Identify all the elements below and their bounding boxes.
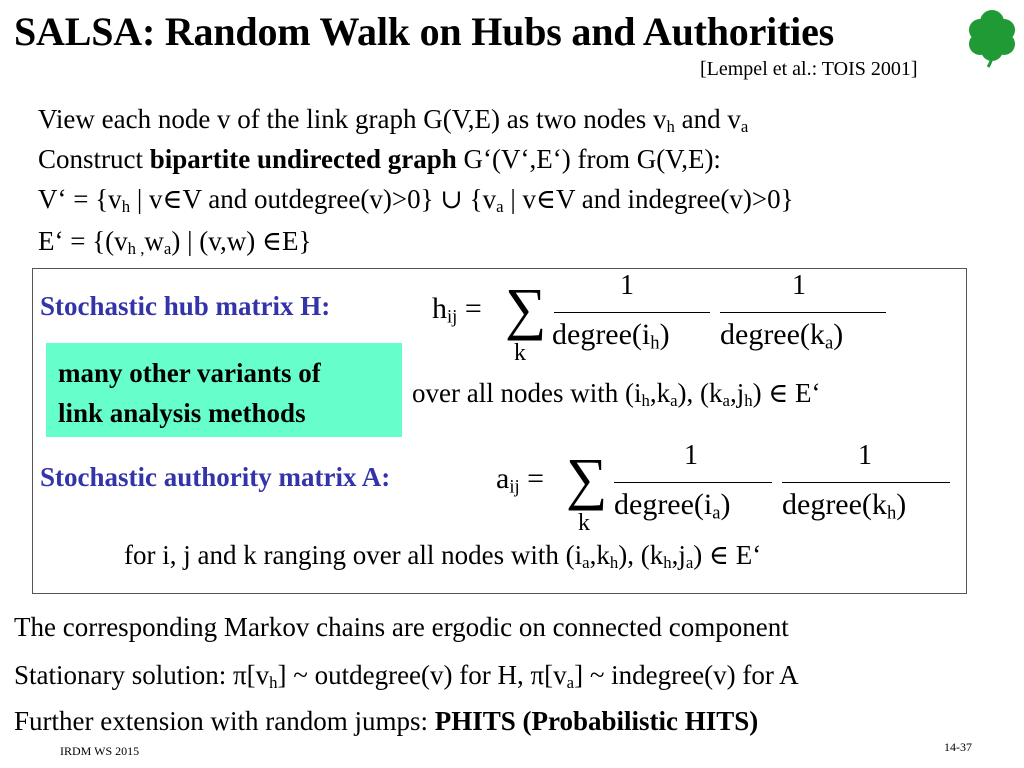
intro-line-1: View each node v of the link graph G(V,E) as two nodes $v_h$ and $v_a$ — [38, 104, 749, 137]
auth-num-1: 1 — [684, 440, 698, 471]
hub-sigma: ∑ — [505, 276, 547, 341]
hub-condition: over all nodes with $(i_h,k_a)$, $(k_a,j_h)$ ∈ E‘ — [412, 378, 821, 411]
hub-fraction-bar-2 — [720, 312, 886, 313]
hub-matrix-label: Stochastic hub matrix H: — [40, 291, 331, 321]
hub-num-1: 1 — [620, 270, 634, 301]
slide-title: SALSA: Random Walk on Hubs and Authorities — [14, 9, 835, 54]
hub-den-1: $degree(i_h)$ — [552, 318, 670, 354]
auth-sigma: ∑ — [566, 446, 608, 511]
auth-den-1: $degree(i_a)$ — [614, 488, 731, 524]
auth-fraction-bar-2 — [782, 482, 950, 483]
authority-condition: for i, j and k ranging over all nodes with $(i_a,k_h)$, $(k_h,j_a)$ ∈ E‘ — [124, 540, 762, 573]
auth-num-2: 1 — [858, 440, 872, 471]
intro-line-3: V‘ = {$v_h$ | v∈V and outdegree(v)>0} ∪ {$v_a$ | v∈V and indegree(v)>0} — [38, 184, 794, 217]
authority-matrix-label: Stochastic authority matrix A: — [40, 462, 391, 492]
auth-den-2: $degree(k_h)$ — [782, 488, 907, 524]
auth-sum-index: k — [578, 510, 590, 536]
bottom-line-2: Stationary solution: $\pi[v_h]$ ~ outdegree(v) for H, $\pi[v_a]$ ~ indegree(v) for A — [14, 660, 799, 693]
auth-lhs: $a_{ij}$ = — [496, 462, 545, 498]
citation: [Lempel et al.: TOIS 2001] — [700, 58, 918, 80]
auth-fraction-bar-1 — [614, 482, 772, 483]
footer-page-number: 14-37 — [944, 740, 972, 754]
intro-line-4: E‘ = {$(v_{h ,}w_a)$ | (v,w) ∈E} — [38, 226, 312, 259]
bottom-line-1: The corresponding Markov chains are ergodic on connected component — [14, 612, 789, 642]
hub-sum-index: k — [514, 340, 526, 366]
variants-note — [46, 343, 402, 437]
variants-note-line-2: link analysis methods — [58, 398, 306, 428]
hub-lhs: $h_{ij}$ = — [432, 292, 482, 328]
hub-num-2: 1 — [792, 270, 806, 301]
intro-line-2: Construct bipartite undirected graph G‘(V‘,E‘) from G(V,E): — [38, 144, 721, 174]
hub-fraction-bar-1 — [554, 312, 710, 313]
variants-note-line-1: many other variants of — [58, 358, 321, 388]
footer-course: IRDM WS 2015 — [60, 744, 140, 758]
clover-icon — [960, 4, 1024, 68]
bottom-line-3: Further extension with random jumps: PHITS (Probabilistic HITS) — [14, 706, 759, 736]
hub-den-2: $degree(k_a)$ — [720, 318, 844, 354]
